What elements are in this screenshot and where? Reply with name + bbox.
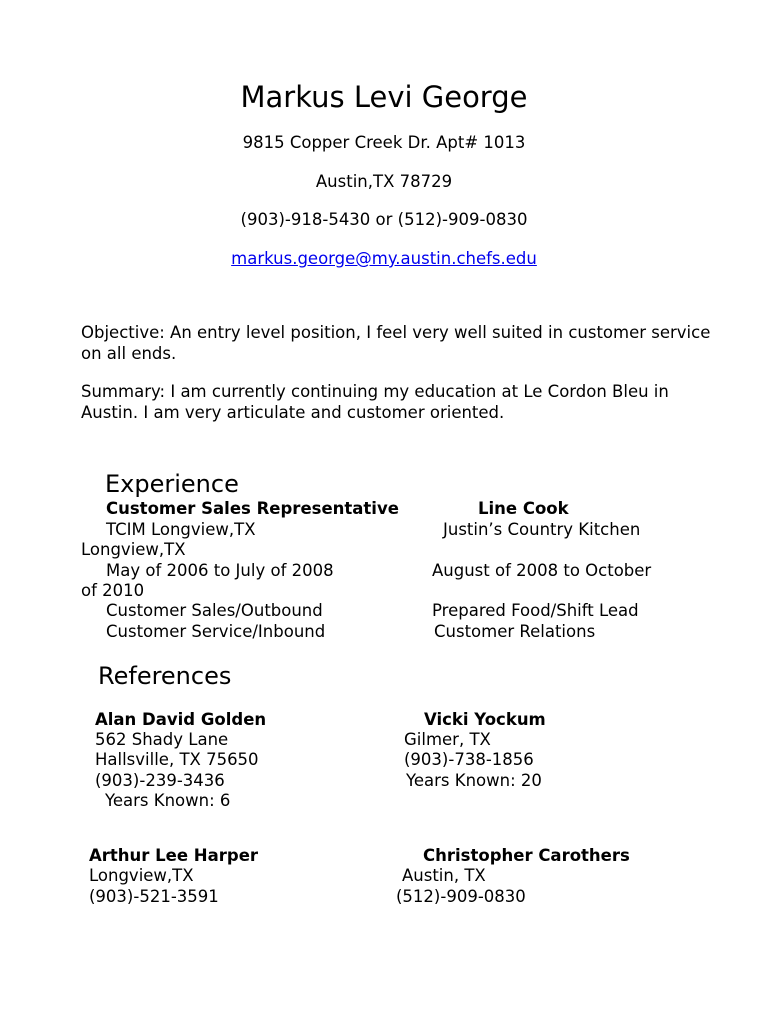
- address-line-2: Austin,TX 78729: [315, 172, 453, 191]
- job-employer: TCIM Longview,TX: [106, 520, 256, 539]
- reference-line: Austin, TX: [402, 866, 486, 885]
- summary-text: Summary: I am currently continuing my education at Le Cordon Bleu in Austin. I am very articulate and customer oriented.: [81, 382, 669, 422]
- job-dates-wrap: of 2010: [81, 581, 145, 600]
- reference-name: Alan David Golden: [95, 710, 267, 729]
- experience-heading: Experience: [105, 470, 239, 498]
- job-employer: Justin’s Country Kitchen: [443, 520, 641, 539]
- phone-numbers: (903)-918-5430 or (512)-909-0830: [240, 210, 528, 229]
- reference-line: (903)-521-3591: [89, 887, 219, 906]
- resume-name: Markus Levi George: [240, 80, 528, 114]
- job-employer-wrap: Longview,TX: [81, 540, 186, 559]
- job-duty: Customer Service/Inbound: [106, 622, 326, 641]
- job-duty: Prepared Food/Shift Lead: [432, 601, 639, 620]
- email-wrap: [0, 249, 768, 268]
- objective-text: Objective: An entry level position, I feel very well suited in customer service on all ends.: [81, 323, 711, 363]
- reference-line: Years Known: 6: [105, 791, 231, 810]
- reference-name: Arthur Lee Harper: [89, 846, 259, 865]
- job-title: Customer Sales Representative: [106, 499, 399, 518]
- reference-line: Longview,TX: [89, 866, 194, 885]
- address-line-1: 9815 Copper Creek Dr. Apt# 1013: [242, 133, 526, 152]
- reference-name: Vicki Yockum: [424, 710, 546, 729]
- reference-line: Years Known: 20: [406, 771, 542, 790]
- job-duty: Customer Sales/Outbound: [106, 601, 323, 620]
- references-heading: References: [98, 662, 232, 690]
- reference-line: Gilmer, TX: [404, 730, 491, 749]
- reference-line: Hallsville, TX 75650: [95, 750, 259, 769]
- reference-name: Christopher Carothers: [423, 846, 630, 865]
- job-title: Line Cook: [478, 499, 569, 518]
- job-dates: May of 2006 to July of 2008: [106, 561, 334, 580]
- reference-line: 562 Shady Lane: [95, 730, 229, 749]
- job-duty: Customer Relations: [434, 622, 596, 641]
- reference-line: (903)-239-3436: [95, 771, 225, 790]
- job-dates: August of 2008 to October: [432, 561, 652, 580]
- reference-line: (903)-738-1856: [404, 750, 534, 769]
- reference-line: (512)-909-0830: [396, 887, 526, 906]
- email-link[interactable]: markus.george@my.austin.chefs.edu: [231, 249, 537, 268]
